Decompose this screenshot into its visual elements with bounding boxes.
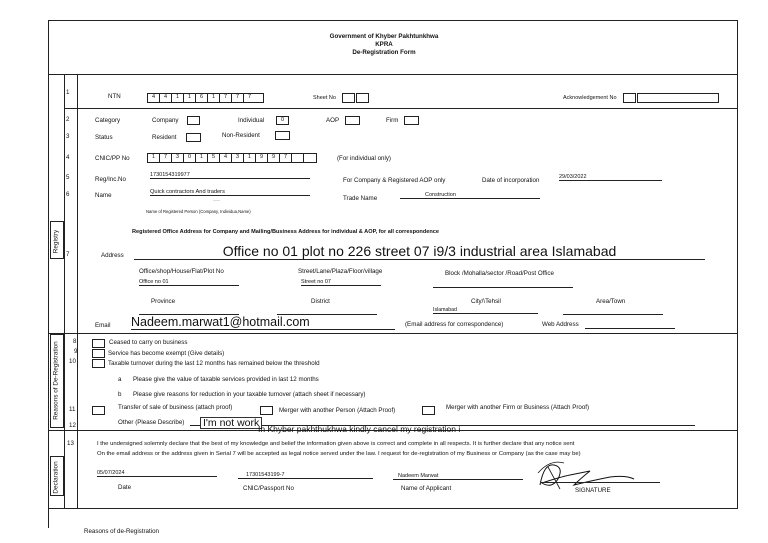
ntn-digit: 7 <box>247 94 252 100</box>
web-address-underline <box>585 328 675 329</box>
cnic-digit-boxes[interactable] <box>147 153 317 163</box>
ack-no-box-2[interactable] <box>637 93 719 103</box>
ntn-digit: 1 <box>208 94 220 102</box>
declaration-date-label: Date <box>118 484 132 491</box>
address-label: Address <box>101 252 124 259</box>
reason-b-text: Please give reasons for reduction in your taxable turnover (attach sheet if necessary) <box>133 391 366 398</box>
address-heading: Registered Office Address for Company and Mailing/Business Address for individual & AOP, for all correspondence <box>132 229 439 235</box>
reason-11b-text: Merger with another Person (Attach Proof) <box>279 407 396 414</box>
reg-date-value[interactable]: 29/03/2022 <box>559 174 662 181</box>
frame-bottom <box>48 508 738 509</box>
row-number: 2 <box>66 116 70 123</box>
cnic-digit: 9 <box>256 154 268 162</box>
reason-11a-checkbox[interactable] <box>92 406 105 415</box>
header-form-title: De-Registration Form <box>352 49 416 56</box>
area-underline <box>563 314 663 315</box>
cnic-digit: 7 <box>160 154 172 162</box>
trade-name-label: Trade Name <box>343 195 378 202</box>
cnic-digit: 7 <box>280 154 292 162</box>
status-resident-label: Resident <box>152 134 177 141</box>
category-label: Category <box>95 117 121 124</box>
name-note: Name of Registered Person (Company, Individua,Name) <box>146 209 251 214</box>
cnic-digit: 1 <box>196 154 208 162</box>
declaration-applicant-value[interactable]: Nadeem Marwat <box>393 473 523 480</box>
reasons-top-line <box>78 333 737 334</box>
row-number: 7 <box>66 251 70 258</box>
status-non-resident-label: Non-Resident <box>222 132 260 139</box>
status-label: Status <box>95 134 113 141</box>
cnic-digit: 3 <box>232 154 244 162</box>
sheet-no-label: Sheet No <box>313 95 336 101</box>
reason-10-text: Taxable turnover during the last 12 months has remained below the threshold <box>108 360 320 367</box>
reg-value[interactable]: 1730154319977 <box>150 172 310 179</box>
email-note: (Email address for correspondence) <box>405 321 504 328</box>
reason-9-text: Service has become exempt (Give details) <box>108 350 225 357</box>
declaration-date-value[interactable]: 05/07/2024 <box>97 470 217 477</box>
declaration-cnic-value[interactable]: 17301543199-7 <box>238 472 373 479</box>
row-number: 13 <box>67 440 74 447</box>
side-label-reasons: Reasons of De-Registration <box>52 341 60 420</box>
name-value[interactable]: Quick contractors And traders <box>150 189 310 196</box>
block-underline <box>433 287 573 288</box>
cnic-digit: 9 <box>268 154 280 162</box>
category-aop-label: AOP <box>326 117 340 124</box>
category-firm-checkbox[interactable] <box>404 116 419 125</box>
declaration-text-2: On the email address or the address given in Serial 7 will be accepted as legal notice served under the law. I request for de-registration of my Business or Company (as the case may be) <box>97 451 581 457</box>
cnic-digit: 4 <box>220 154 232 162</box>
reason-8-checkbox[interactable] <box>92 339 105 348</box>
ntn-digit: 6 <box>196 94 208 102</box>
reason-b-letter: b <box>118 391 122 398</box>
street-label: Street/Lane/Plaza/Floor/village <box>298 268 383 275</box>
row-number: 3 <box>66 133 70 140</box>
side-label-declaration: Declaration <box>52 461 60 494</box>
category-company-checkbox[interactable] <box>187 116 200 125</box>
reg-date-label: Date of incorporation <box>482 177 540 184</box>
area-label: Area/Town <box>596 298 626 305</box>
category-individual-label: Individual <box>238 117 265 124</box>
declaration-applicant-label: Name of Applicant <box>401 485 452 492</box>
cnic-digit <box>292 154 304 162</box>
ntn-digit: 7 <box>220 94 232 102</box>
sheet-no-box-2[interactable] <box>356 93 369 103</box>
street-value[interactable]: Street no 07 <box>301 279 381 286</box>
ntn-digit: 1 <box>184 94 196 102</box>
header-gov: Government of Khyber Pakhtunkhwa <box>329 33 439 40</box>
email-value[interactable]: Nadeem.marwat1@hotmail.com <box>131 315 395 330</box>
cnic-digit <box>304 154 315 162</box>
reason-a-letter: a <box>118 376 122 383</box>
row-number: 9 <box>74 348 78 355</box>
row-number: 6 <box>66 191 70 198</box>
side-box-reasons <box>50 334 64 428</box>
ack-no-label: Acknowledgement No <box>563 95 617 101</box>
reason-8-text: Ceased to carry on business <box>109 339 188 346</box>
category-aop-checkbox[interactable] <box>345 116 360 125</box>
reason-other-label: Other (Please Describe) <box>118 419 185 426</box>
frame-left <box>48 20 49 528</box>
cnic-digit: 1 <box>148 154 160 162</box>
reason-a-text: Please give the value of taxable services provided in last 12 months <box>133 376 319 383</box>
signature-underline <box>540 482 660 483</box>
side-box-declaration <box>50 456 64 496</box>
reg-company-note: For Company & Registered AOP only <box>343 177 446 184</box>
frame-top <box>48 20 738 21</box>
block-label: Block /Mohalla/sector /Road/Post Office <box>445 270 554 277</box>
declaration-text-1: I the undersigned solemnly declare that the best of my knowledge and belief the information given above is correct and complete in all respects. It is further declare that any notice sent <box>97 441 575 447</box>
name-label: Name <box>95 192 112 199</box>
frame-header-bottom <box>48 74 738 75</box>
ntn-digit-boxes[interactable] <box>147 93 264 103</box>
cnic-note: (For individual only) <box>337 155 391 162</box>
row-divider-1 <box>64 108 738 109</box>
web-address-label: Web Address <box>542 321 579 328</box>
row-number: 5 <box>66 174 70 181</box>
margin-line-1 <box>64 74 65 508</box>
reason-other-value-2[interactable]: In Khyber pakhthukhwa kindly cancel my registration i <box>258 424 461 434</box>
row-number: 8 <box>73 338 77 345</box>
address-value[interactable]: Office no 01 plot no 226 street 07 i9/3 industrial area Islamabad <box>134 243 705 260</box>
reg-label: Reg/Inc.No <box>95 176 126 183</box>
trade-name-value[interactable]: Construction <box>400 192 540 199</box>
city-value[interactable]: Islamabad <box>433 307 538 314</box>
cnic-label: CNIC/PP No <box>95 155 130 162</box>
cnic-digit: 3 <box>172 154 184 162</box>
row-number: 4 <box>66 154 70 161</box>
side-label-registry: Registry <box>52 229 60 254</box>
ntn-digit: 4 <box>160 94 172 102</box>
margin-line-2 <box>77 74 78 508</box>
ntn-digit: 4 <box>148 94 160 102</box>
category-individual-checkbox[interactable] <box>276 116 289 125</box>
reason-other-value-1[interactable]: I'm not work <box>200 417 262 429</box>
row-number: 11 <box>69 406 76 413</box>
reason-11c-text: Merger with another Firm or Business (Attach Proof) <box>446 404 590 411</box>
district-label: District <box>311 298 330 305</box>
office-value[interactable]: Office no 01 <box>139 279 239 286</box>
category-individual-mark: 0 <box>280 117 285 123</box>
email-label: Email <box>95 322 111 329</box>
reason-9-checkbox[interactable] <box>92 349 105 358</box>
category-company-label: Company <box>152 117 179 124</box>
footer-text: Reasons of de-Registration <box>84 528 159 535</box>
cnic-digit: 1 <box>244 154 256 162</box>
reason-10-checkbox[interactable] <box>92 359 105 368</box>
city-label: City/\Tehsil <box>471 298 501 305</box>
signature-label: SIGNATURE <box>575 487 611 494</box>
sheet-no-box-1[interactable] <box>342 93 355 103</box>
header-kpra: KPRA <box>375 41 393 48</box>
reason-11a-text: Transfer of sale of business (attach proof) <box>118 404 233 411</box>
side-box-registry <box>50 221 64 259</box>
name-sub-small: ------- <box>213 198 220 202</box>
reason-11b-checkbox[interactable] <box>260 406 273 415</box>
declaration-cnic-label: CNIC/Passport No <box>243 485 294 492</box>
office-label: Office/shop/House/Flat/Plot No <box>139 268 224 275</box>
ntn-digit: 7 <box>232 94 244 102</box>
reason-11c-checkbox[interactable] <box>422 406 435 415</box>
status-non-resident-checkbox[interactable] <box>275 131 290 140</box>
ack-no-box-1[interactable] <box>623 93 636 103</box>
row-number: 12 <box>69 422 76 429</box>
ntn-label: NTN <box>108 93 121 100</box>
cnic-digit: 5 <box>208 154 220 162</box>
frame-right <box>737 20 738 508</box>
province-label: Province <box>151 298 176 305</box>
row-number: 10 <box>69 358 76 365</box>
row-number: 1 <box>66 89 70 96</box>
cnic-digit: 0 <box>184 154 196 162</box>
ntn-digit: 1 <box>172 94 184 102</box>
category-firm-label: Firm <box>386 117 399 124</box>
status-resident-checkbox[interactable] <box>186 133 201 142</box>
